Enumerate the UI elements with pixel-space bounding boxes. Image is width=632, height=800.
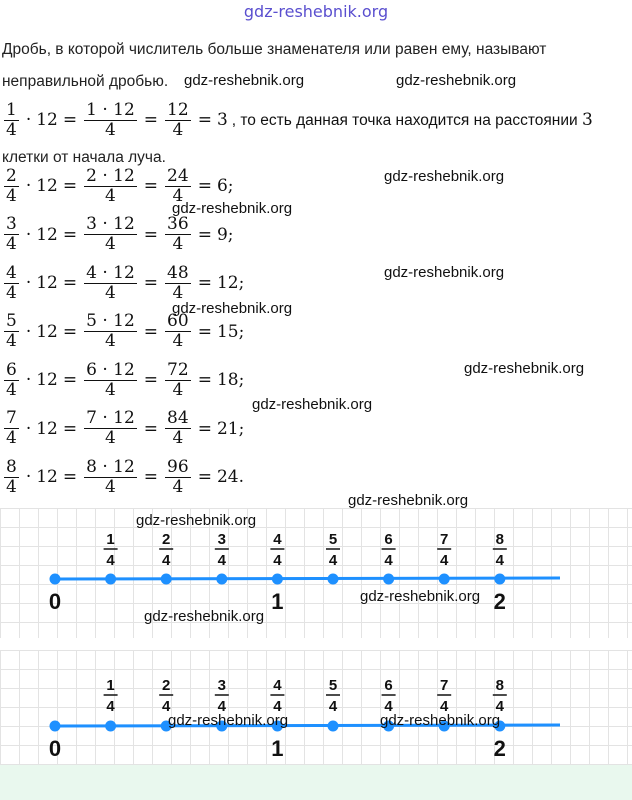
number-line-point	[50, 721, 61, 732]
fraction: $\frac{60}{4}$	[167, 311, 189, 351]
number-line-point	[328, 721, 339, 732]
fraction: $\frac{8 \cdot 12}{4}$	[86, 456, 135, 497]
watermark: gdz-reshebnik.org	[380, 712, 501, 729]
equation-result: 9	[216, 224, 228, 245]
fraction: $\frac{7}{4}$	[6, 408, 17, 448]
equation-row-5: $\frac{5}{4}$ · 12 = $\frac{5 \cdot 12}{4}$ = $\frac{60}{4}$ = 15 ;	[6, 311, 245, 351]
intro-line-1: Дробь, в которой числитель больше знаменателя или равен ему, называют	[2, 41, 547, 58]
number-line-point	[105, 721, 116, 732]
number-line-point	[272, 574, 283, 585]
number-line-point	[50, 574, 61, 585]
fraction-numerator: 6	[384, 677, 393, 694]
fraction-numerator: 2	[162, 677, 171, 694]
watermark: gdz-reshebnik.org	[168, 712, 289, 729]
watermark: gdz-reshebnik.org	[464, 360, 585, 377]
equation-result: 15	[216, 321, 239, 342]
number-line-point	[216, 574, 227, 585]
fraction: $\frac{2 \cdot 12}{4}$	[86, 165, 135, 206]
equation-result: 6	[216, 176, 228, 196]
watermark: gdz-reshebnik.org	[144, 608, 265, 625]
equation-explanation: , то есть данная точка находится на расстоянии 3	[231, 110, 593, 130]
fraction-denominator: 4	[440, 698, 449, 715]
watermark: gdz-reshebnik.org	[396, 72, 517, 89]
fraction-denominator: 4	[273, 698, 282, 715]
fraction: $\frac{24}{4}$	[167, 165, 189, 206]
integer-label: 0	[48, 589, 62, 614]
number-line-2	[0, 650, 632, 765]
number-line-point	[328, 574, 339, 585]
fraction: $\frac{72}{4}$	[167, 359, 189, 400]
equation-result: 21	[216, 418, 239, 439]
fraction-numerator: 5	[328, 677, 338, 694]
fraction: $\frac{7 \cdot 12}{4}$	[86, 408, 135, 448]
watermark: gdz-reshebnik.org	[136, 512, 257, 529]
fraction-denominator: 4	[384, 698, 393, 715]
watermark: gdz-reshebnik.org	[252, 396, 373, 413]
number-line-point	[105, 574, 116, 585]
number-line-point	[439, 574, 450, 585]
fraction: $\frac{96}{4}$	[167, 456, 189, 497]
number-line-axis	[55, 578, 560, 579]
fraction-numerator: 8	[495, 531, 504, 548]
fraction: $\frac{1 \cdot 12}{4}$	[86, 99, 135, 140]
fraction-numerator: 2	[162, 531, 171, 548]
watermark: gdz-reshebnik.org	[348, 492, 469, 509]
fraction-numerator: 4	[273, 531, 282, 548]
integer-label: 2	[493, 736, 506, 761]
equation-result: 12	[216, 273, 239, 293]
number-line-1	[0, 508, 632, 638]
fraction-denominator: 4	[495, 552, 504, 569]
site-header	[0, 0, 632, 24]
fraction-denominator: 4	[217, 698, 226, 715]
fraction-numerator: 3	[217, 531, 226, 548]
fraction-numerator: 8	[495, 677, 504, 694]
watermark: gdz-reshebnik.org	[184, 72, 305, 89]
fraction: $\frac{3 \cdot 12}{4}$	[86, 214, 135, 254]
number-line-point	[494, 574, 505, 585]
equation-row-2: $\frac{2}{4}$ · 12 = $\frac{2 \cdot 12}{4}$ = $\frac{24}{4}$ = 6 ;	[6, 165, 234, 206]
equation-row-3: $\frac{3}{4}$ · 12 = $\frac{3 \cdot 12}{4}$ = $\frac{36}{4}$ = 9 ;	[6, 214, 234, 254]
equation-row-7: $\frac{7}{4}$ · 12 = $\frac{7 \cdot 12}{4}$ = $\frac{84}{4}$ = 21 ;	[6, 408, 245, 448]
fraction: $\frac{1}{4}$	[6, 99, 17, 140]
fraction-denominator: 4	[162, 698, 171, 715]
fraction: $\frac{2}{4}$	[6, 165, 17, 206]
integer-label: 0	[48, 736, 62, 761]
fraction-numerator: 1	[106, 531, 115, 548]
fraction-denominator: 4	[328, 698, 338, 715]
fraction: $\frac{4}{4}$	[6, 262, 17, 303]
equation-result: 24	[216, 467, 239, 487]
fraction-denominator: 4	[440, 552, 449, 569]
integer-label: 1	[271, 589, 284, 614]
fraction: $\frac{5 \cdot 12}{4}$	[86, 311, 135, 351]
fraction: $\frac{8}{4}$	[6, 456, 17, 497]
fraction-numerator: 1	[106, 677, 115, 694]
fraction-denominator: 4	[273, 552, 282, 569]
fraction-denominator: 4	[106, 552, 115, 569]
number-line-point	[161, 574, 172, 585]
fraction-denominator: 4	[384, 552, 393, 569]
watermark: gdz-reshebnik.org	[360, 588, 481, 605]
equation-row-8: $\frac{8}{4}$ · 12 = $\frac{8 \cdot 12}{4}$ = $\frac{96}{4}$ = 24 .	[6, 456, 244, 497]
equation-row-4: $\frac{4}{4}$ · 12 = $\frac{4 \cdot 12}{4}$ = $\frac{48}{4}$ = 12 ;	[6, 262, 245, 303]
integer-label: 1	[271, 736, 284, 761]
fraction-denominator: 4	[495, 698, 504, 715]
equation-row-6: $\frac{6}{4}$ · 12 = $\frac{6 \cdot 12}{4}$ = $\frac{72}{4}$ = 18 ;	[6, 359, 245, 400]
fraction-denominator: 4	[106, 698, 115, 715]
fraction: $\frac{5}{4}$	[6, 311, 17, 351]
site-link[interactable]: gdz-reshebnik.org	[243, 2, 389, 21]
explanation-line-2: клетки от начала луча.	[2, 149, 166, 166]
equation-result: 18	[216, 370, 239, 390]
watermark: gdz-reshebnik.org	[172, 200, 293, 217]
equation-row-1: $\frac{1}{4}$ · 12 = $\frac{1 \cdot 12}{4}$ = $\frac{12}{4}$ = 3 , то есть данная точка находится на расстоянии 3	[6, 99, 593, 140]
fraction: $\frac{84}{4}$	[167, 408, 189, 448]
fraction: $\frac{12}{4}$	[167, 99, 189, 140]
number-line-point	[383, 574, 394, 585]
intro-line-2: неправильной дробью.	[2, 73, 169, 90]
fraction-numerator: 3	[217, 677, 226, 694]
equation-result: 3	[216, 110, 228, 130]
fraction: $\frac{6 \cdot 12}{4}$	[86, 359, 135, 400]
fraction-numerator: 4	[273, 677, 282, 694]
fraction: $\frac{6}{4}$	[6, 359, 17, 400]
fraction: $\frac{48}{4}$	[167, 262, 189, 303]
integer-label: 2	[493, 589, 506, 614]
watermark: gdz-reshebnik.org	[384, 264, 505, 281]
fraction: $\frac{4 \cdot 12}{4}$	[86, 262, 135, 303]
fraction-numerator: 7	[440, 531, 449, 548]
fraction-denominator: 4	[217, 552, 226, 569]
fraction-numerator: 7	[440, 677, 449, 694]
watermark: gdz-reshebnik.org	[172, 300, 293, 317]
fraction-numerator: 6	[384, 531, 393, 548]
fraction-numerator: 5	[328, 531, 338, 548]
watermark: gdz-reshebnik.org	[384, 168, 505, 185]
fraction-denominator: 4	[328, 552, 338, 569]
fraction: $\frac{3}{4}$	[6, 214, 17, 254]
bottom-band	[0, 765, 632, 800]
fraction-denominator: 4	[162, 552, 171, 569]
fraction: $\frac{36}{4}$	[167, 214, 189, 254]
